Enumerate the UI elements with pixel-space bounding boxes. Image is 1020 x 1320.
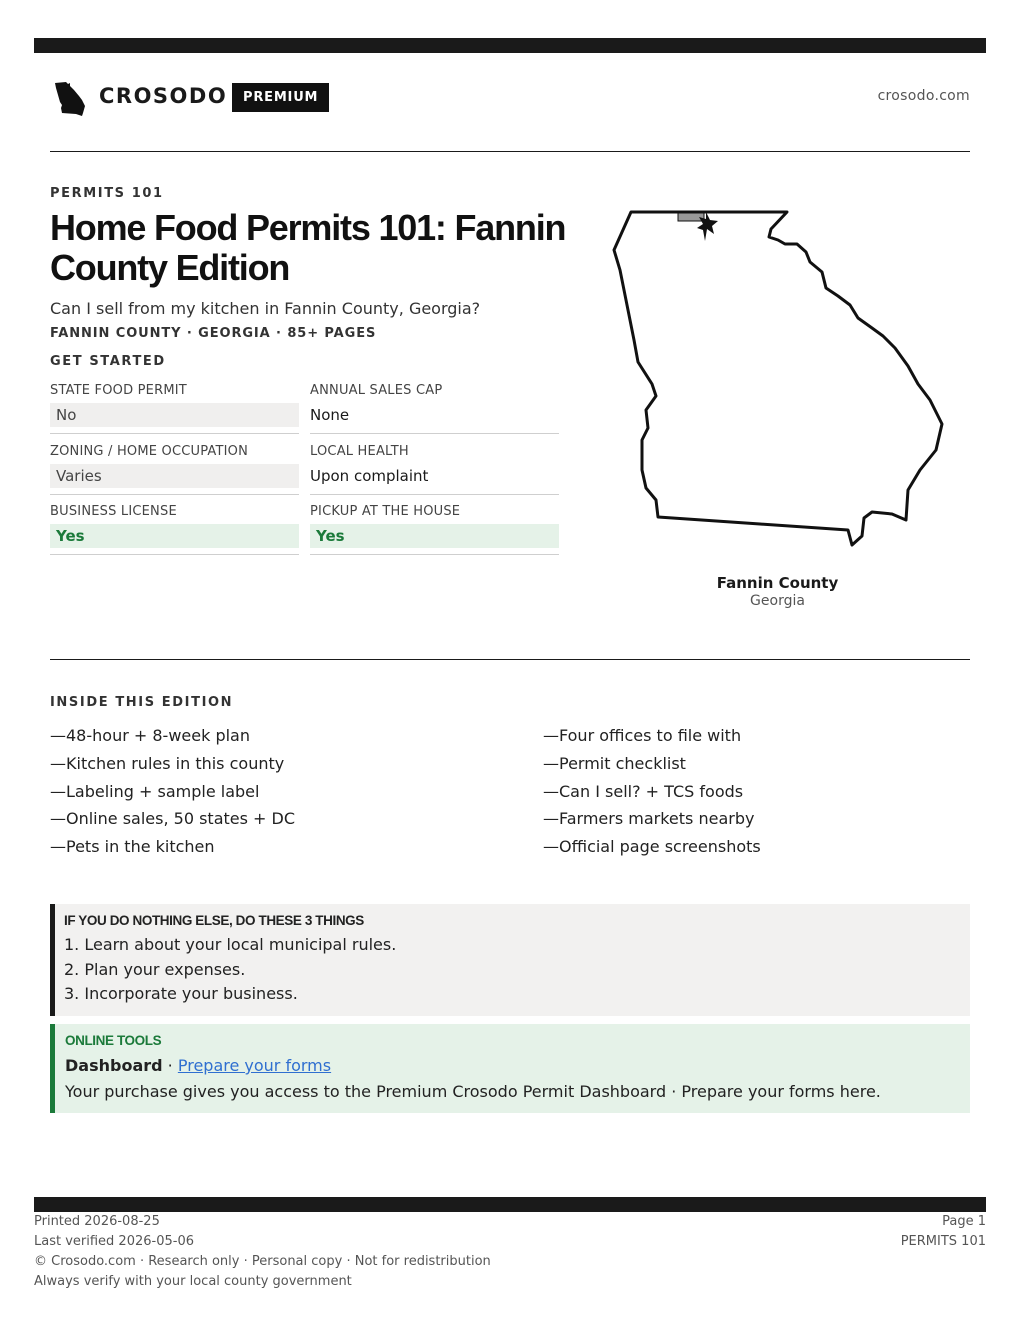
must-do-callout: [50, 904, 970, 1016]
header-divider: [50, 151, 970, 152]
fact-label: ZONING / HOME OCCUPATION: [50, 444, 249, 459]
georgia-logo-icon: [53, 80, 87, 116]
fact-value: Varies: [50, 464, 299, 488]
online-tools-heading: ONLINE TOOLS: [65, 1033, 162, 1048]
list-item: —Can I sell? + TCS foods: [543, 781, 744, 801]
get-started-heading: GET STARTED: [50, 354, 166, 369]
fact-value: Yes: [50, 524, 299, 548]
list-item: —Farmers markets nearby: [543, 809, 755, 829]
fact-pickup: [310, 504, 559, 555]
bottom-bar: [34, 1197, 986, 1212]
fact-state-food-permit: [50, 383, 299, 434]
must-do-item: 2. Plan your expenses.: [64, 959, 246, 979]
dashboard-label: Dashboard: [65, 1056, 163, 1075]
toc-left-column: [50, 722, 295, 861]
footer-page-number: Page 1: [942, 1214, 986, 1229]
list-item: —Permit checklist: [543, 753, 686, 773]
list-item: —48-hour + 8-week plan: [50, 726, 250, 745]
map-caption: [680, 574, 875, 609]
list-item: —Official page screenshots: [543, 837, 761, 857]
list-item: —Kitchen rules in this county: [50, 753, 285, 773]
map-caption-state: Georgia: [750, 593, 805, 609]
section-divider: [50, 659, 970, 660]
fact-label: PICKUP AT THE HOUSE: [310, 504, 461, 519]
fact-local-health: [310, 444, 559, 495]
section-eyebrow: PERMITS 101: [50, 186, 164, 201]
page-subtitle: Can I sell from my kitchen in Fannin County, Georgia?: [50, 299, 481, 318]
must-do-heading: IF YOU DO NOTHING ELSE, DO THESE 3 THINGS: [64, 913, 364, 928]
site-url-link[interactable]: crosodo.com: [877, 88, 970, 104]
online-tools-description: Your purchase gives you access to the Premium Crosodo Permit Dashboard · Prepare your forms here.: [65, 1082, 881, 1101]
fact-annual-sales-cap: [310, 383, 559, 434]
footer-copyright: © Crosodo.com · Research only · Personal copy · Not for redistribution: [34, 1254, 491, 1269]
page-meta: FANNIN COUNTY · GEORGIA · 85+ PAGES: [50, 326, 377, 341]
fact-label: ANNUAL SALES CAP: [310, 383, 443, 398]
fact-value: No: [50, 403, 299, 427]
map-caption-county: Fannin County: [716, 574, 839, 592]
toc-right-column: [543, 722, 761, 861]
fact-zoning: [50, 444, 299, 495]
fact-label: STATE FOOD PERMIT: [50, 383, 187, 398]
fannin-county-highlight: [678, 213, 704, 221]
footer-printed: Printed 2026-08-25: [34, 1214, 160, 1229]
footer-section: PERMITS 101: [900, 1234, 986, 1249]
fact-label: BUSINESS LICENSE: [50, 504, 177, 519]
fact-business-license: [50, 504, 299, 555]
footer-left: [34, 1212, 491, 1292]
must-do-item: 3. Incorporate your business.: [64, 984, 298, 1003]
prepare-forms-link[interactable]: Prepare your forms: [177, 1056, 332, 1075]
fact-value: Upon complaint: [310, 467, 429, 485]
list-item: —Online sales, 50 states + DC: [50, 809, 296, 829]
must-do-item: 1. Learn about your local municipal rules.: [64, 935, 397, 954]
footer-verified: Last verified 2026-05-06: [34, 1234, 194, 1249]
georgia-county-map: [600, 200, 950, 555]
list-item: —Pets in the kitchen: [50, 837, 215, 857]
dashboard-line: [65, 1053, 970, 1079]
top-bar: [34, 38, 986, 53]
fact-label: LOCAL HEALTH: [310, 444, 409, 459]
georgia-state-outline: [614, 212, 942, 545]
fact-value: Yes: [310, 524, 559, 548]
footer-verify-note: Always verify with your local county government: [34, 1274, 352, 1289]
page-title: Home Food Permits 101: Fannin County Edition: [50, 207, 566, 288]
list-item: —Four offices to file with: [543, 726, 742, 745]
online-tools-callout: [50, 1024, 970, 1113]
footer-right: [901, 1212, 986, 1252]
separator: ·: [162, 1056, 178, 1075]
premium-badge: PREMIUM: [232, 83, 329, 112]
inside-edition-heading: INSIDE THIS EDITION: [50, 695, 234, 710]
brand-name: CROSODO: [99, 84, 228, 108]
list-item: —Labeling + sample label: [50, 781, 260, 801]
header: [50, 78, 970, 118]
fact-value: None: [310, 406, 350, 424]
